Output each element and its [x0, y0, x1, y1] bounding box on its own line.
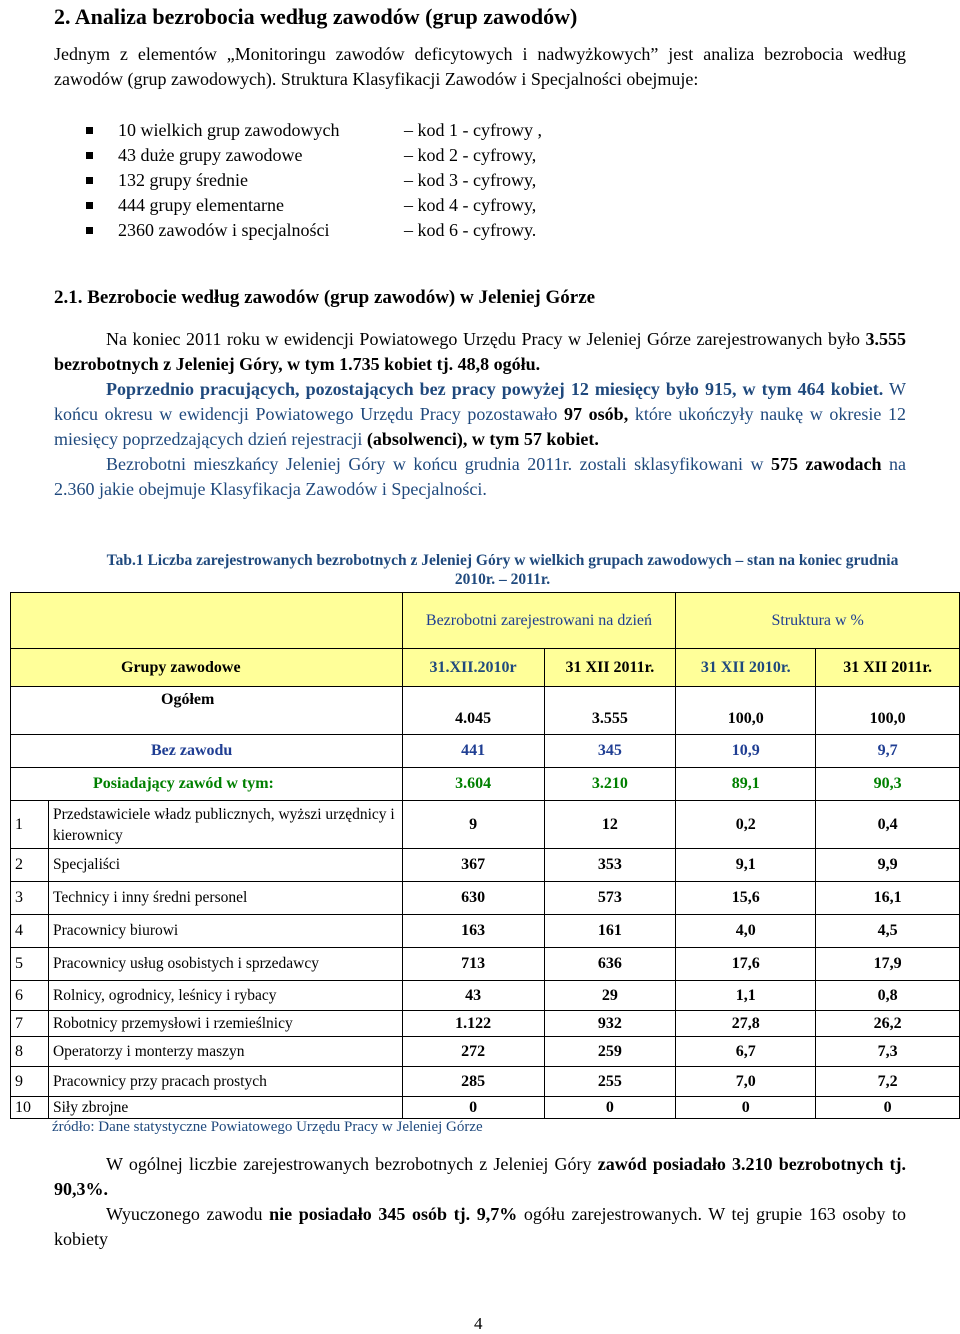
cell: 4,5	[816, 915, 960, 948]
table-row	[11, 735, 960, 768]
cell: 17,6	[676, 948, 816, 981]
cell: 3.555	[544, 687, 676, 735]
cell: 353	[544, 849, 676, 882]
group-name: 132 grupy średnie	[118, 170, 248, 190]
cell: 4,0	[676, 915, 816, 948]
intro-paragraph	[54, 42, 906, 92]
cell: 367	[402, 849, 544, 882]
cell: 100,0	[676, 687, 816, 735]
group-code: – kod 6 - cyfrowy.	[404, 220, 537, 240]
page-number: 4	[474, 1314, 483, 1333]
row-number: 7	[11, 1011, 49, 1037]
cell: 0,8	[816, 981, 960, 1011]
section-title: 2. Analiza bezrobocia według zawodów (grup zawodów)	[54, 4, 578, 29]
cell: 7,3	[816, 1037, 960, 1067]
stats-text: które ukończyły naukę w okresie 12 miesięcy poprzedzających dzień rejestracji	[54, 404, 906, 449]
row-label: Ogółem	[11, 687, 403, 735]
cell: 0	[816, 1097, 960, 1119]
row-label: Pracownicy przy pracach prostych	[48, 1067, 402, 1097]
cell: 1,1	[676, 981, 816, 1011]
row-number: 2	[11, 849, 49, 882]
summary-highlight: zawód posiadało 3.210 bezrobotnych tj. 90,3%.	[54, 1154, 906, 1199]
row-label: Posiadający zawód w tym:	[11, 768, 403, 801]
cell: 0,4	[816, 801, 960, 849]
cell: 7,2	[816, 1067, 960, 1097]
stats-text: na 2.360 jakie obejmuje Klasyfikacja Zawodów i Specjalności.	[54, 454, 906, 499]
cell: 285	[402, 1067, 544, 1097]
summary-paragraph-1	[54, 1152, 906, 1202]
summary-highlight: nie posiadało 345 osób tj. 9,7%	[269, 1204, 518, 1224]
subsection-title: 2.1. Bezrobocie według zawodów (grup zawodów) w Jeleniej Górze	[54, 287, 596, 308]
square-bullet-icon	[86, 127, 93, 134]
cell: 0	[544, 1097, 676, 1119]
cell: 10,9	[676, 735, 816, 768]
cell: 636	[544, 948, 676, 981]
row-label: Siły zbrojne	[48, 1097, 402, 1119]
table-row	[11, 801, 960, 849]
table-row	[11, 1067, 960, 1097]
row-label: Przedstawiciele władz publicznych, wyższi urzędnicy i kierownicy	[48, 801, 402, 849]
cell: 7,0	[676, 1067, 816, 1097]
table-row	[11, 849, 960, 882]
table-row	[11, 915, 960, 948]
row-label: Bez zawodu	[11, 735, 403, 768]
cell: 1.122	[402, 1011, 544, 1037]
stats-text: W końcu okresu w ewidencji Powiatowego Urzędu Pracy pozostawało	[54, 379, 906, 424]
header-registered: Bezrobotni zarejestrowani na dzień	[402, 593, 676, 649]
group-code: – kod 1 - cyfrowy ,	[404, 120, 542, 140]
cell: 259	[544, 1037, 676, 1067]
table-row	[11, 882, 960, 915]
stats-paragraph-1	[54, 327, 906, 377]
summary-text: W ogólnej liczbie zarejestrowanych bezrobotnych z Jeleniej Góry	[106, 1154, 598, 1174]
row-number: 3	[11, 882, 49, 915]
cell: 0,2	[676, 801, 816, 849]
stats-paragraph-3	[54, 452, 906, 502]
cell: 3.210	[544, 768, 676, 801]
summary-paragraph-2	[54, 1202, 906, 1252]
header-col-2010: 31.XII.2010r	[402, 649, 544, 687]
stats-text: Bezrobotni mieszkańcy Jeleniej Góry w końcu grudnia 2011r. zostali sklasyfikowani w	[106, 454, 772, 474]
summary-text: Wyuczonego zawodu	[106, 1204, 270, 1224]
cell: 9,7	[816, 735, 960, 768]
header-structure: Struktura w %	[676, 593, 960, 649]
row-label: Robotnicy przemysłowi i rzemieślnicy	[48, 1011, 402, 1037]
table-row	[11, 948, 960, 981]
row-label: Technicy i inny średni personel	[48, 882, 402, 915]
cell: 6,7	[676, 1037, 816, 1067]
header-col-2010-pct: 31 XII 2010r.	[676, 649, 816, 687]
square-bullet-icon	[86, 177, 93, 184]
caption-text: Liczba zarejestrowanych bezrobotnych z Jeleniej Góry w wielkich grupach zawodowych – stan na koniec grudnia 2010r. – 2011r.	[143, 552, 899, 588]
cell: 26,2	[816, 1011, 960, 1037]
unemployment-table	[10, 592, 960, 1119]
table-row	[11, 1097, 960, 1119]
table-caption	[100, 551, 905, 589]
cell: 90,3	[816, 768, 960, 801]
row-number: 1	[11, 801, 49, 849]
summary-paragraphs	[54, 1152, 906, 1252]
cell: 9,9	[816, 849, 960, 882]
cell: 89,1	[676, 768, 816, 801]
stats-highlight: 3.555 bezrobotnych z Jeleniej Góry, w tym 1.735 kobiet tj. 48,8 ogółu.	[54, 329, 906, 374]
row-number: 8	[11, 1037, 49, 1067]
cell: 17,9	[816, 948, 960, 981]
cell: 163	[402, 915, 544, 948]
cell: 713	[402, 948, 544, 981]
cell: 345	[544, 735, 676, 768]
cell: 29	[544, 981, 676, 1011]
group-code: – kod 3 - cyfrowy,	[404, 170, 537, 190]
table-header-row	[11, 649, 960, 687]
row-number: 6	[11, 981, 49, 1011]
group-name: 43 duże grupy zawodowe	[118, 145, 303, 165]
table-row	[11, 768, 960, 801]
row-number: 10	[11, 1097, 49, 1119]
square-bullet-icon	[86, 202, 93, 209]
row-label: Specjaliści	[48, 849, 402, 882]
cell: 441	[402, 735, 544, 768]
cell: 161	[544, 915, 676, 948]
row-number: 9	[11, 1067, 49, 1097]
group-code: – kod 4 - cyfrowy,	[404, 195, 537, 215]
long-term-unemployed: Poprzednio pracujących, pozostających bez pracy powyżej 12 miesięcy było 915, w tym 464 kobiet.	[106, 379, 884, 399]
intro-text: Jednym z elementów „Monitoringu zawodów deficytowych i nadwyżkowych” jest analiza bezrobocia według zawodów (grup zawodowych). Struktura Klasyfikacji Zawodów i Specjalności obejmuje:	[54, 44, 906, 89]
summary-text: ogółu zarejestrowanych. W tej grupie 163 osoby to kobiety	[54, 1204, 906, 1249]
group-code: – kod 2 - cyfrowy,	[404, 145, 537, 165]
row-label: Pracownicy usług osobistych i sprzedawcy	[48, 948, 402, 981]
cell: 27,8	[676, 1011, 816, 1037]
table-row	[11, 1011, 960, 1037]
stats-text: Na koniec 2011 roku w ewidencji Powiatowego Urzędu Pracy w Jeleniej Górze zarejestrowanych było	[106, 329, 866, 349]
stats-highlight: 575 zawodach	[771, 454, 882, 474]
table-row	[11, 981, 960, 1011]
cell: 0	[676, 1097, 816, 1119]
cell: 3.604	[402, 768, 544, 801]
stats-paragraph-2	[54, 377, 906, 452]
cell: 15,6	[676, 882, 816, 915]
row-label: Operatorzy i monterzy maszyn	[48, 1037, 402, 1067]
group-name: 444 grupy elementarne	[118, 195, 284, 215]
cell: 255	[544, 1067, 676, 1097]
group-name: 10 wielkich grup zawodowych	[118, 120, 340, 140]
stats-highlight: 97 osób,	[564, 404, 629, 424]
cell: 573	[544, 882, 676, 915]
cell: 9,1	[676, 849, 816, 882]
cell: 630	[402, 882, 544, 915]
table-row	[11, 687, 960, 735]
row-number: 5	[11, 948, 49, 981]
group-name: 2360 zawodów i specjalności	[118, 220, 330, 240]
cell: 100,0	[816, 687, 960, 735]
cell: 16,1	[816, 882, 960, 915]
table-header-row	[11, 593, 960, 649]
cell: 43	[402, 981, 544, 1011]
stats-paragraphs	[54, 327, 906, 502]
cell: 932	[544, 1011, 676, 1037]
row-number: 4	[11, 915, 49, 948]
square-bullet-icon	[86, 152, 93, 159]
cell: 272	[402, 1037, 544, 1067]
cell: 9	[402, 801, 544, 849]
caption-label: Tab.1	[106, 552, 144, 569]
cell: 4.045	[402, 687, 544, 735]
header-col-2011-pct: 31 XII 2011r.	[816, 649, 960, 687]
table-source: źródło: Dane statystyczne Powiatowego Urzędu Pracy w Jeleniej Górze	[52, 1119, 483, 1135]
header-groups: Grupy zawodowe	[11, 649, 403, 687]
cell: 0	[402, 1097, 544, 1119]
row-label: Rolnicy, ogrodnicy, leśnicy i rybacy	[48, 981, 402, 1011]
stats-highlight: (absolwenci), w tym 57 kobiet.	[366, 429, 599, 449]
row-label: Pracownicy biurowi	[48, 915, 402, 948]
table-row	[11, 1037, 960, 1067]
header-col-2011: 31 XII 2011r.	[544, 649, 676, 687]
cell: 12	[544, 801, 676, 849]
square-bullet-icon	[86, 227, 93, 234]
